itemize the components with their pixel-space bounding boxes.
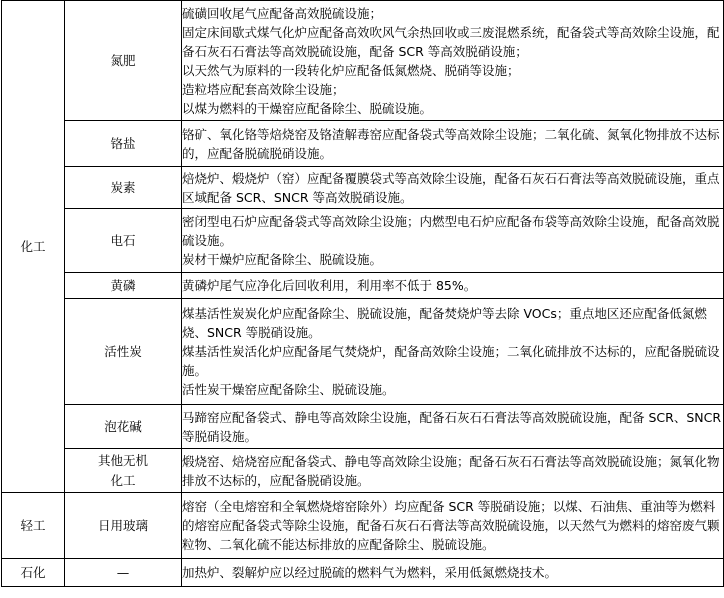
- measures-cell: [182, 299, 724, 405]
- subindustry-cell: —: [65, 559, 182, 587]
- subindustry-cell: 日用玻璃: [65, 493, 182, 559]
- subindustry-cell: 泡花碱: [65, 405, 182, 449]
- measure-line: 焙烧炉、煅烧炉（窑）应配备覆膜袋式等高效除尘设施，配备石灰石石膏法等高效脱硫设施，重点区域配备 SCR、SNCR 等高效脱硝设施。: [182, 170, 720, 205]
- measure-line: 黄磷炉尾气应净化后回收利用，利用率不低于 85%。: [182, 278, 477, 293]
- subindustry-cell: 黄磷: [65, 273, 182, 299]
- industry-cell: 化工: [2, 1, 65, 493]
- measures-cell: [182, 209, 724, 273]
- measure-line: 煅烧窑、焙烧窑应配备袋式、静电等高效除尘设施；配备石灰石石膏法等高效脱硫设施；氮氧化物排放不达标的，应配备脱硝设施。: [182, 453, 720, 488]
- subindustry-label-line: 化工: [110, 472, 136, 488]
- subindustry-cell: 炭素: [65, 167, 182, 209]
- industry-cell: 轻工: [2, 493, 65, 559]
- measure-line: 硫磺回收尾气应配备高效脱硫设施；: [182, 5, 383, 21]
- measure-line: 煤基活性炭炭化炉应配备除尘、脱硫设施，配备焚烧炉等去除 VOCs；重点地区还应配备低氮燃烧、SNCR 等脱硝设施。: [182, 306, 707, 340]
- measures-cell: [182, 121, 724, 167]
- measure-line: 以天然气为原料的一段转化炉应配备低氮燃烧、脱硝等设施；: [182, 62, 520, 78]
- measures-cell: [182, 273, 724, 299]
- subindustry-cell: 活性炭: [65, 299, 182, 405]
- measures-cell: [182, 167, 724, 209]
- measure-line: 固定床间歇式煤气化炉应配备高效吹风气余热回收或三废混燃系统，配备袋式等高效除尘设施，配备石灰石石膏法等高效脱硫设施，配备 SCR 等高效脱硝设施；: [182, 24, 720, 59]
- measure-line: 煤基活性炭活化炉应配备尾气焚烧炉，配备高效除尘设施；二氧化硫排放不达标的，应配备脱硫设施。: [182, 344, 720, 378]
- subindustry-cell: 电石: [65, 209, 182, 273]
- measure-line: 马蹄窑应配备袋式、静电等高效除尘设施，配备石灰石石膏法等高效脱硫设施，配备 SCR、SNCR 等脱硝设施。: [182, 409, 722, 444]
- subindustry-cell: [65, 449, 182, 493]
- measures-cell: [182, 493, 724, 559]
- measures-cell: [182, 559, 724, 587]
- subindustry-label-line: 其他无机: [97, 452, 148, 468]
- measure-line: 以煤为燃料的干燥窑应配备除尘、脱硫设施。: [182, 100, 433, 116]
- measure-line: 密闭型电石炉应配备袋式等高效除尘设施；内燃型电石炉应配备布袋等高效除尘设施，配备高效脱硫设施。: [182, 214, 720, 248]
- measure-line: 熔窑（全电熔窑和全氧燃烧熔窑除外）均应配备 SCR 等脱硝设施；以煤、石油焦、重油等为燃料的熔窑应配备袋式等除尘设施，配备石灰石石膏法等高效脱硫设施，以天然气为燃料的熔窑废气颗粒物、二氧化硫不能达标排放的应配备除尘、脱硫设施。: [182, 499, 720, 552]
- measure-line: 活性炭干燥窑应配备除尘、脱硫设施。: [182, 382, 395, 397]
- measure-line: 铬矿、氧化铬等焙烧窑及铬渣解毒窑应配备袋式等高效除尘设施；二氧化硫、氮氧化物排放不达标的，应配备脱硫脱硝设施。: [182, 126, 720, 161]
- measures-cell: [182, 449, 724, 493]
- subindustry-cell: 氮肥: [65, 1, 182, 121]
- measure-line: 加热炉、裂解炉应以经过脱硫的燃料气为燃料，采用低氮燃烧技术。: [182, 565, 558, 580]
- measures-cell: [182, 1, 724, 121]
- measures-cell: [182, 405, 724, 449]
- emission-control-table: [1, 0, 724, 587]
- measure-line: 炭材干燥炉应配备除尘、脱硫设施。: [182, 252, 383, 267]
- subindustry-cell: 铬盐: [65, 121, 182, 167]
- measure-line: 造粒塔应配套高效除尘设施；: [182, 81, 345, 97]
- industry-cell: 石化: [2, 559, 65, 587]
